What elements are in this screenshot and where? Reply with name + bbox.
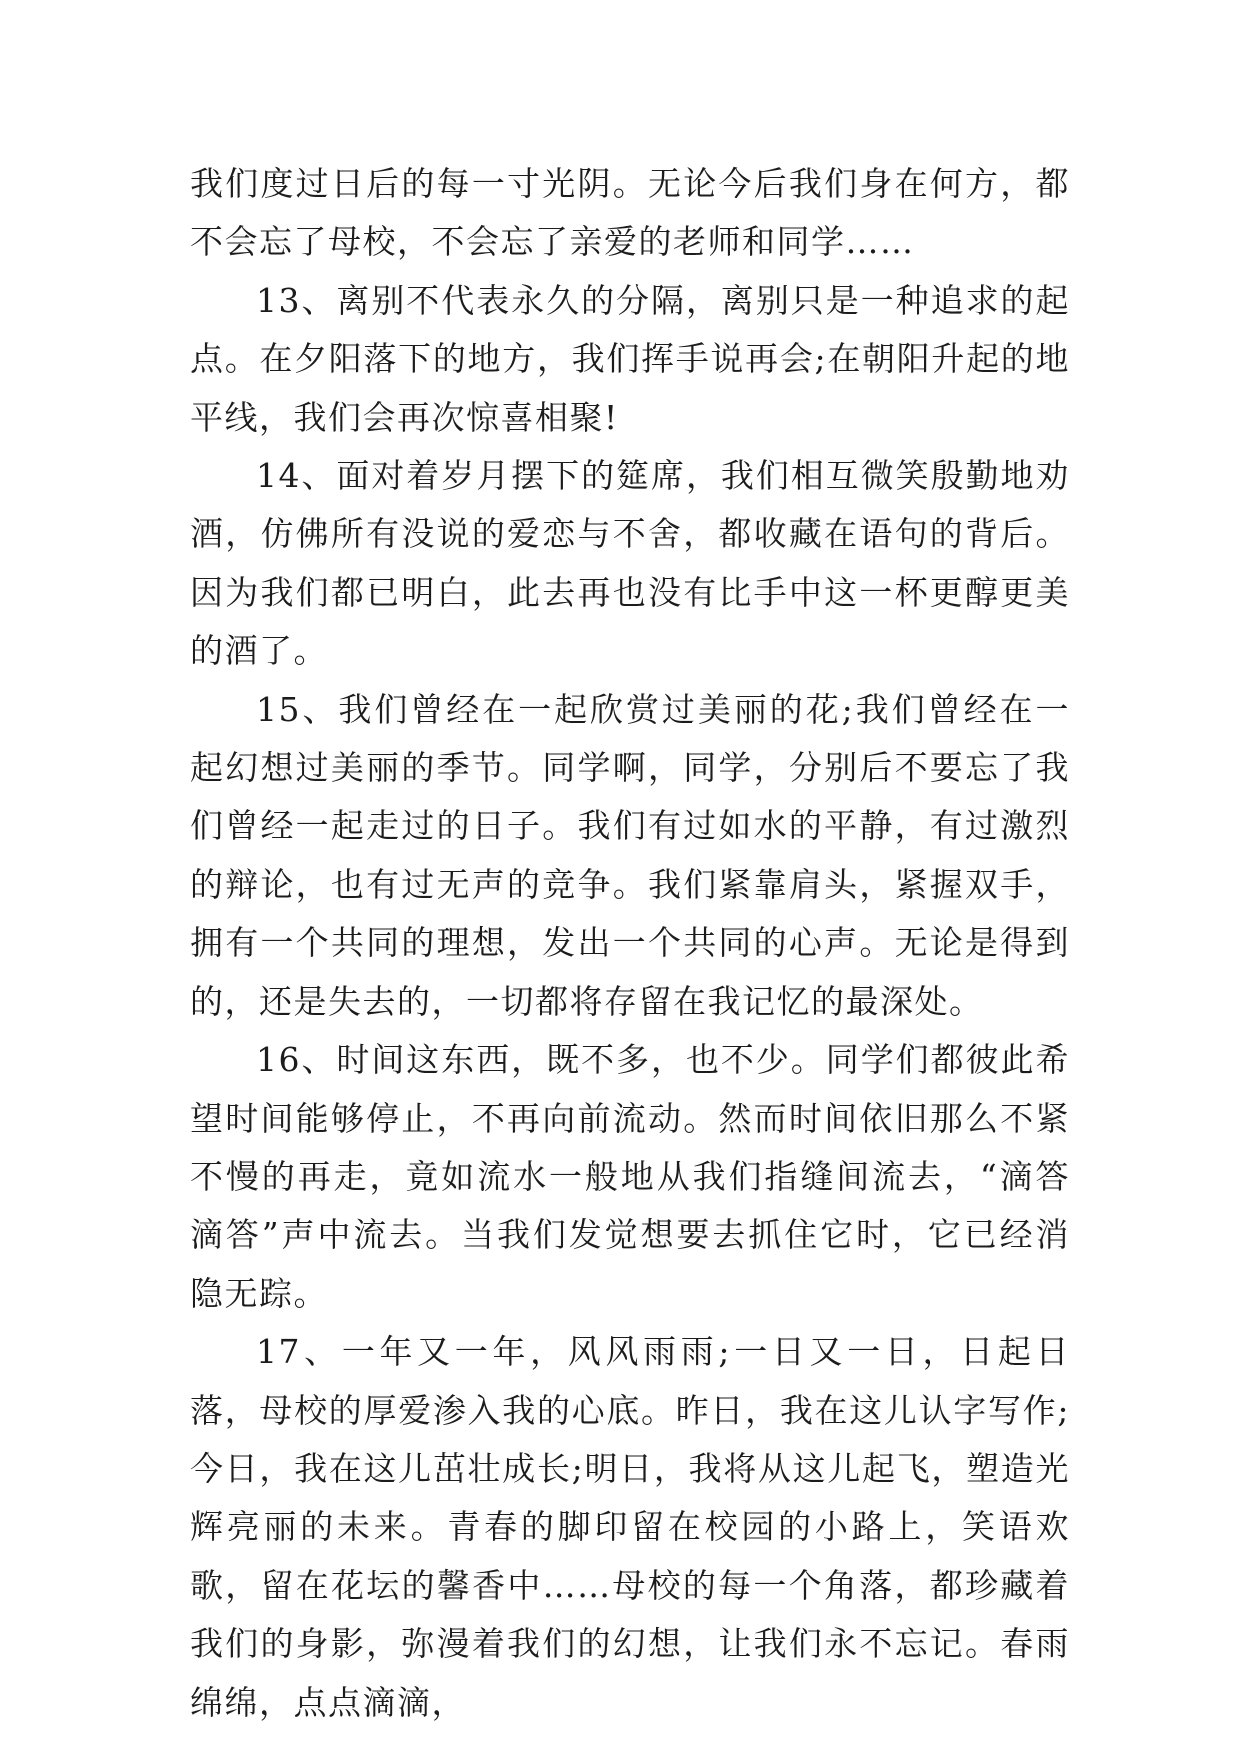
paragraph-continuation: 我们度过日后的每一寸光阴。无论今后我们身在何方，都不会忘了母校，不会忘了亲爱的老师和同学…… [190, 164, 1070, 262]
document-body [190, 155, 1070, 1732]
paragraph-13: 13、离别不代表永久的分隔，离别只是一种追求的起点。在夕阳落下的地方，我们挥手说再会;在朝阳升起的地平线，我们会再次惊喜相聚! [190, 280, 1070, 437]
paragraph-17: 17、一年又一年，风风雨雨;一日又一日，日起日落，母校的厚爱渗入我的心底。昨日，我在这儿认字写作;今日，我在这儿茁壮成长;明日，我将从这儿起飞，塑造光辉亮丽的未来。青春的脚印留在校园的小路上，笑语欢歌，留在花坛的馨香中……母校的每一个角落，都珍藏着我们的身影，弥漫着我们的幻想，让我们永不忘记。春雨绵绵，点点滴滴， [190, 1332, 1070, 1722]
paragraph-15: 15、我们曾经在一起欣赏过美丽的花;我们曾经在一起幻想过美丽的季节。同学啊，同学，分别后不要忘了我们曾经一起走过的日子。我们有过如水的平静，有过激烈的辩论，也有过无声的竞争。我们紧靠肩头，紧握双手，拥有一个共同的理想，发出一个共同的心声。无论是得到的，还是失去的，一切都将存留在我记忆的最深处。 [190, 689, 1070, 1021]
paragraph-14: 14、面对着岁月摆下的筵席，我们相互微笑殷勤地劝酒，仿佛所有没说的爱恋与不舍，都收藏在语句的背后。因为我们都已明白，此去再也没有比手中这一杯更醇更美的酒了。 [190, 456, 1070, 671]
paragraph-16: 16、时间这东西，既不多，也不少。同学们都彼此希望时间能够停止，不再向前流动。然而时间依旧那么不紧不慢的再走，竟如流水一般地从我们指缝间流去，“滴答滴答”声中流去。当我们发觉想要去抓住它时，它已经消隐无踪。 [190, 1040, 1070, 1313]
